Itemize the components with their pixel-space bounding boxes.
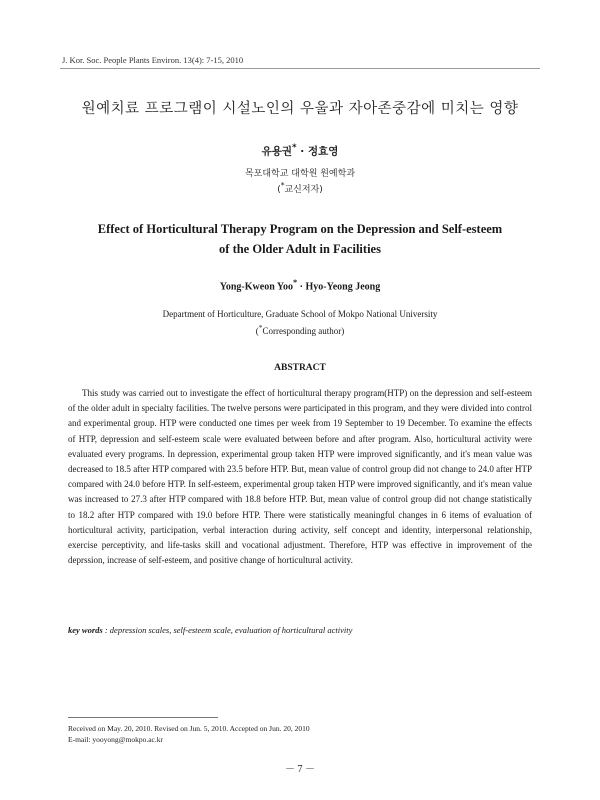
- english-author-1: Yong-Kweon Yoo: [219, 281, 293, 293]
- english-title-line-2: of the Older Adult in Facilities: [219, 242, 381, 256]
- english-corr-mark: *: [258, 323, 263, 332]
- korean-corr-mark: *: [280, 181, 285, 190]
- footnote: [68, 723, 310, 745]
- english-authors: [0, 278, 600, 292]
- keywords: [68, 625, 532, 635]
- abstract-heading: ABSTRACT: [274, 363, 326, 373]
- korean-author-separator: ·: [296, 145, 308, 158]
- english-corr-label: Corresponding author: [262, 326, 342, 336]
- page-number: － 7 －: [285, 764, 315, 775]
- keywords-text: : depression scales, self-esteem scale, evaluation of horticultural activity: [102, 625, 353, 635]
- english-title: [80, 219, 520, 259]
- korean-affiliation: 목포대학교 대학원 원예학과: [244, 169, 356, 179]
- korean-author-mark: *: [292, 143, 297, 153]
- footnote-received: Received on May. 20, 2010. Revised on Jun. 5, 2010. Accepted on Jun. 20, 2010: [68, 724, 310, 733]
- korean-corresponding: (*교신저자): [277, 181, 323, 195]
- header-rule: [60, 68, 540, 69]
- english-author-separator: ·: [297, 281, 306, 293]
- abstract-body: This study was carried out to investigate the effect of horticultural therapy program(HTP) on the depression and self-esteem of the older adult in specialty facilities. The twelve persons were participated in this program, and they were divided into control and experimental group. HTP were conducted one times per week from 19 September to 19 December. To examine the effects of HTP, depression and self-esteem scale were evaluated between before and after program. Also, horticultural activity were evaluated every programs. In depression, experimental group taken HTP were improved significantly, and it's mean value was decreased to 18.5 after HTP compared with 23.5 before HTP. But, mean value of control group did not change to 24.0 after HTP compared with 24.0 before HTP. In self-esteem, experimental group taken HTP were improved significantly, and it's mean value was increased to 27.3 after HTP compared with 18.8 before HTP. But, mean value of control group did not change statistically to 18.2 after HTP compared with 19.0 before HTP. There were statistically meaningful changes in 6 items of evaluation of horticultural activity, participation, verbal interaction during activity, self concept and identity, interpersonal relationship, exercise perceptivity, and life-tasks skill and vocational adjustment. Therefore, HTP was effective in improvement of the deprssion, increase of self-esteem, and positive change of horticultural activity.: [68, 388, 532, 566]
- journal-header: J. Kor. Soc. People Plants Environ. 13(4): 7-15, 2010: [62, 55, 244, 65]
- english-title-line-1: Effect of Horticultural Therapy Program on the Depression and Self-esteem: [97, 222, 503, 236]
- english-corresponding: (*Corresponding author): [255, 323, 345, 336]
- korean-corr-label: 교신저자: [284, 185, 320, 195]
- korean-author-1: 유용권: [261, 145, 293, 158]
- footnote-rule: [68, 717, 218, 718]
- korean-authors: [0, 143, 600, 159]
- korean-author-2: 정효영: [307, 145, 339, 158]
- keywords-label: key words: [68, 625, 103, 635]
- footnote-email: E-mail: yooyong@mokpo.ac.kr: [68, 735, 164, 744]
- english-author-2: Hyo-Yeong Jeong: [305, 281, 381, 293]
- english-affiliation: Department of Horticulture, Graduate School of Mokpo National University: [162, 309, 438, 319]
- korean-title: 원예치료 프로그램이 시설노인의 우울과 자아존중감에 미치는 영향: [81, 101, 519, 117]
- english-author-mark: *: [293, 278, 298, 287]
